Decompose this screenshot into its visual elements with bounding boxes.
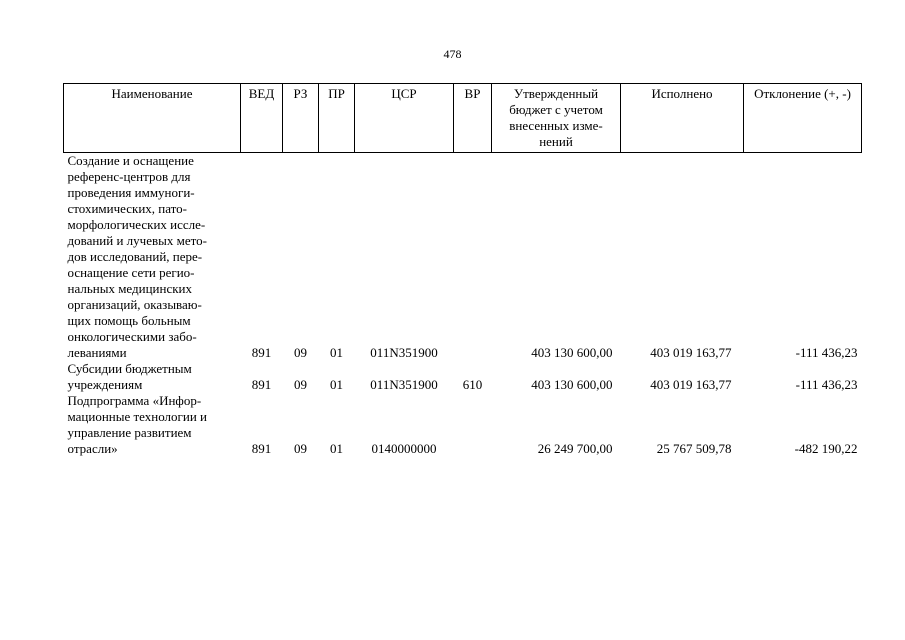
row-pr: 01 (330, 345, 343, 360)
row-csr: 011N351900 (370, 345, 438, 360)
row-csr: 011N351900 (370, 377, 438, 392)
row-executed: 25 767 509,78 (656, 441, 732, 456)
row-approved: 403 130 600,00 (531, 345, 613, 360)
header-csr: ЦСР (355, 84, 454, 153)
row-name: Создание и оснащение референс-центров для проведения иммуноги- стохимических, пато- морфологических иссле- дований и лучевых мето- дов исследований, пере- оснащение сети регио- нальных медицинских организаций, оказываю- щих помощь больным онкологическими забо- леваниями (67, 153, 207, 360)
row-deviation: -482 190,22 (794, 441, 858, 456)
header-executed: Исполнено (621, 84, 744, 153)
row-pr: 01 (330, 377, 343, 392)
row-approved: 26 249 700,00 (537, 441, 613, 456)
row-ved: 891 (251, 345, 272, 360)
header-vr: ВР (454, 84, 492, 153)
row-vr: 610 (462, 377, 483, 392)
table-row (64, 393, 862, 457)
row-rz: 09 (294, 377, 307, 392)
row-csr: 0140000000 (371, 441, 437, 456)
row-executed: 403 019 163,77 (650, 377, 732, 392)
row-vr (454, 393, 492, 457)
row-ved: 891 (251, 441, 272, 456)
table-row (64, 361, 862, 393)
row-executed: 403 019 163,77 (650, 345, 732, 360)
header-ved: ВЕД (241, 84, 283, 153)
header-deviation: Отклонение (+, -) (744, 84, 862, 153)
table-row (64, 153, 862, 362)
header-name: Наименование (64, 84, 241, 153)
table-header-row (64, 84, 862, 153)
row-deviation: -111 436,23 (795, 345, 858, 360)
row-ved: 891 (251, 377, 272, 392)
row-pr: 01 (330, 441, 343, 456)
row-approved: 403 130 600,00 (531, 377, 613, 392)
row-deviation: -111 436,23 (795, 377, 858, 392)
row-name: Подпрограмма «Инфор- мационные технологии и управление развитием отрасли» (67, 393, 207, 456)
row-name: Субсидии бюджетным учреждениям (67, 361, 192, 392)
header-approved: Утвержденный бюджет с учетом внесенных изме- нений (492, 84, 621, 153)
budget-table (63, 83, 862, 457)
row-rz: 09 (294, 345, 307, 360)
row-vr (454, 153, 492, 362)
page-number: 478 (443, 47, 462, 61)
header-pr: ПР (319, 84, 355, 153)
header-rz: РЗ (283, 84, 319, 153)
row-rz: 09 (294, 441, 307, 456)
